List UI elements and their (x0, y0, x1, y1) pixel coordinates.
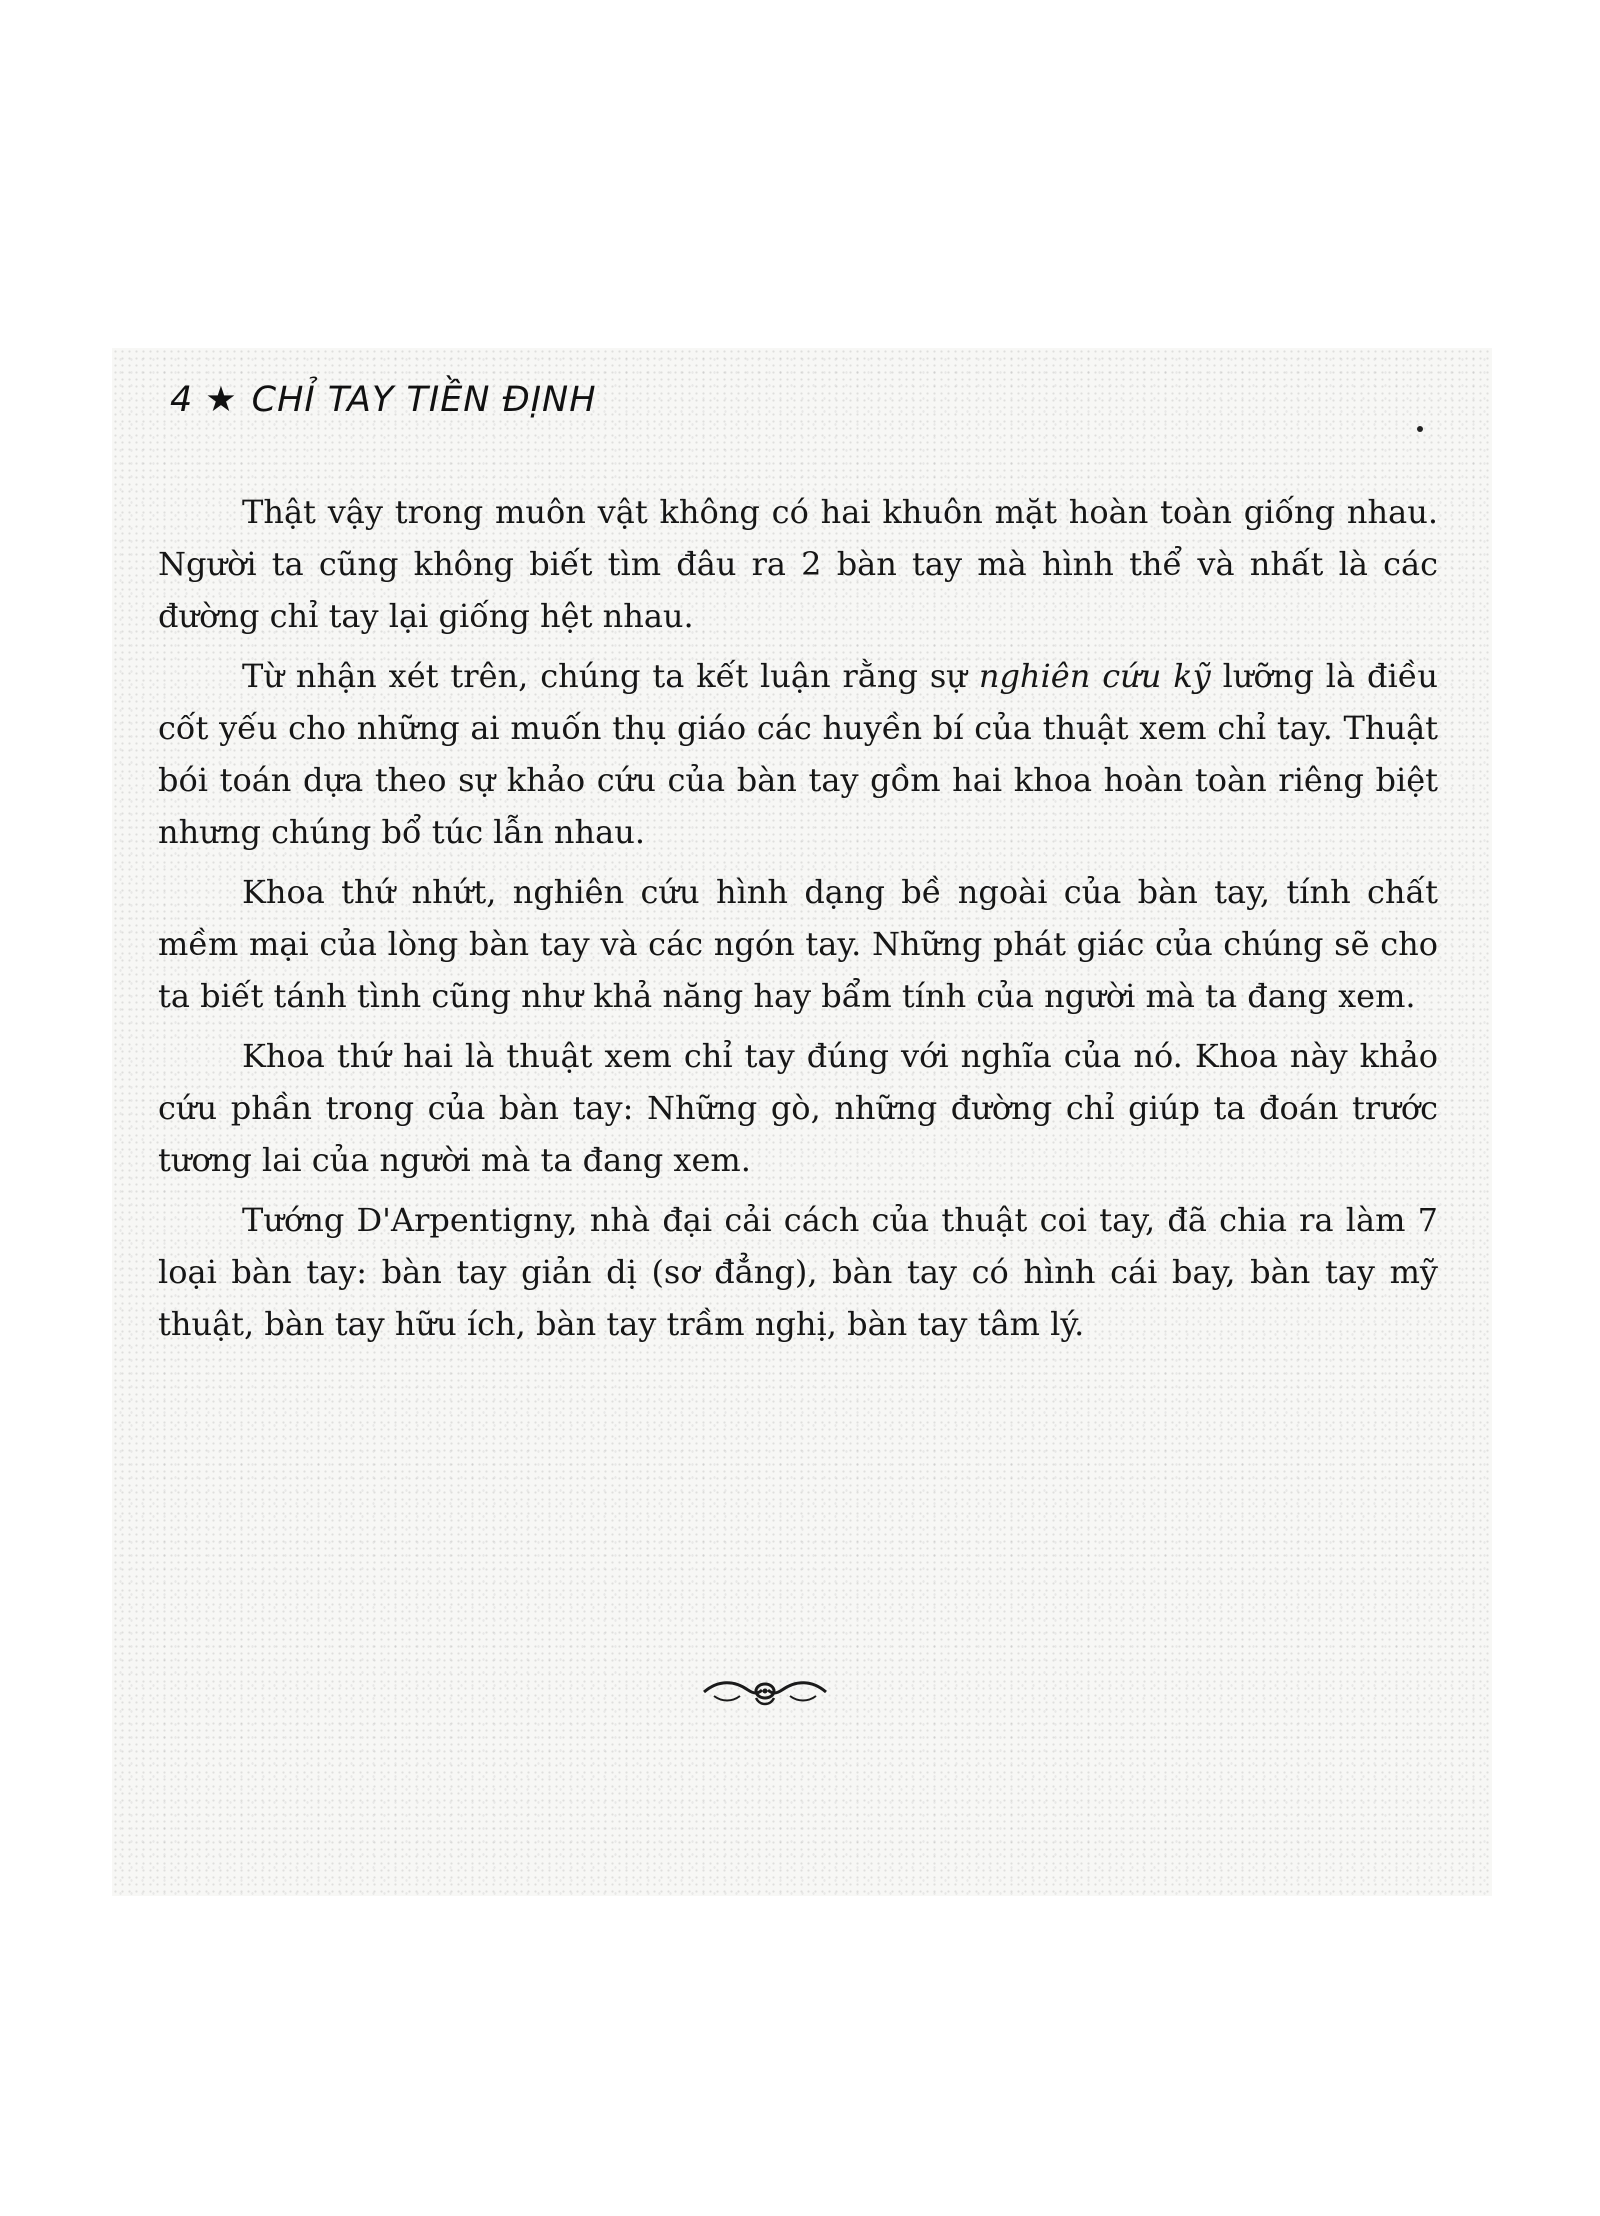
paragraph-4: Khoa thứ hai là thuật xem chỉ tay đúng với nghĩa của nó. Khoa này khảo cứu phần trong của bàn tay: Những gò, những đường chỉ giúp ta đoán trước tương lai của người mà ta đang xem. (158, 1037, 1438, 1179)
paragraph-1: Thật vậy trong muôn vật không có hai khuôn mặt hoàn toàn giống nhau. Người ta cũng không biết tìm đâu ra 2 bàn tay mà hình thể và nhất là các đường chỉ tay lại giống hệt nhau. (158, 493, 1438, 635)
body-text (158, 486, 1438, 1358)
paragraph-2-emphasis: nghiên cứu kỹ (978, 657, 1211, 695)
book-title: CHỈ TAY TIỀN ĐỊNH (251, 380, 597, 420)
running-header (170, 380, 597, 420)
paragraph-2-end: lưỡng là điều cốt yếu cho những ai muốn thụ giáo các huyền bí của thuật xem chỉ tay. Thuật bói toán dựa theo sự khảo cứu của bàn tay gồm hai khoa hoàn toàn riêng biệt nhưng chúng bổ túc lẫn nhau. (158, 657, 1439, 851)
page-number: 4 (170, 380, 194, 420)
star-icon: ★ (205, 380, 238, 420)
paragraph-2-start: Từ nhận xét trên, chúng ta kết luận rằng sự (242, 657, 979, 695)
paragraph-2 (158, 650, 1438, 858)
stray-dot (1417, 426, 1423, 432)
scroll-ornament-icon (700, 1672, 830, 1712)
paragraph-5: Tướng D'Arpentigny, nhà đại cải cách của thuật coi tay, đã chia ra làm 7 loại bàn tay: bàn tay giản dị (sơ đẳng), bàn tay có hình cái bay, bàn tay mỹ thuật, bàn tay hữu ích, bàn tay trầm nghị, bàn tay tâm lý. (158, 1201, 1438, 1343)
paragraph-3: Khoa thứ nhứt, nghiên cứu hình dạng bề ngoài của bàn tay, tính chất mềm mại của lòng bàn tay và các ngón tay. Những phát giác của chúng sẽ cho ta biết tánh tình cũng như khả năng hay bẩm tính của người mà ta đang xem. (158, 873, 1438, 1015)
